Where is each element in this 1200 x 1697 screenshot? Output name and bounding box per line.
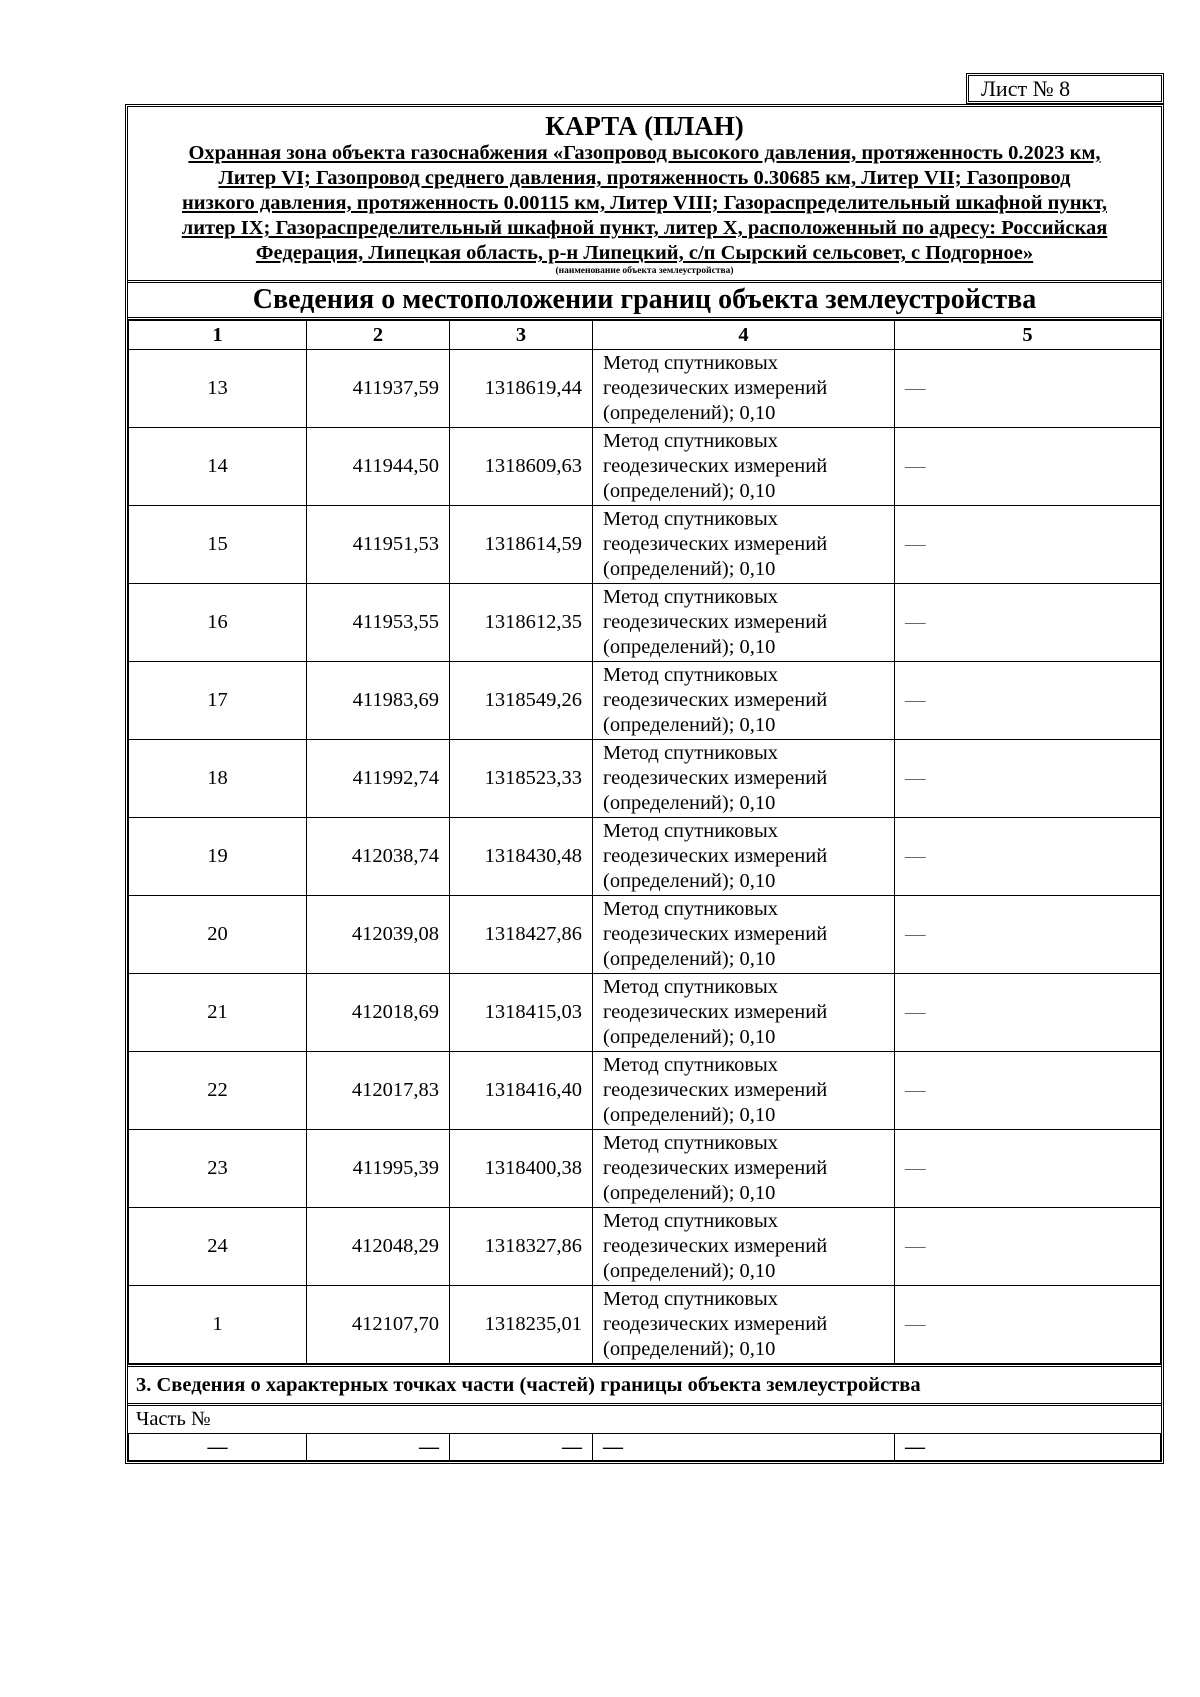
y-coordinate-cell: 1318415,03 xyxy=(450,974,593,1052)
empty-dash: — xyxy=(905,767,926,789)
table-row xyxy=(129,1286,1161,1364)
method-line: Метод спутниковых xyxy=(603,1210,779,1232)
y-coordinate-cell: 1318235,01 xyxy=(450,1286,593,1364)
method-line: геодезических измерений xyxy=(603,845,828,867)
table-row xyxy=(129,662,1161,740)
y-coordinate-cell: 1318327,86 xyxy=(450,1208,593,1286)
y-coordinate-cell: 1318430,48 xyxy=(450,818,593,896)
method-line: геодезических измерений xyxy=(603,1313,828,1335)
empty-dash: — xyxy=(905,611,926,633)
method-cell xyxy=(593,1130,895,1208)
point-number-cell: 20 xyxy=(129,896,307,974)
x-coordinate-cell: 412048,29 xyxy=(307,1208,450,1286)
x-coordinate-cell: 411951,53 xyxy=(307,506,450,584)
method-cell xyxy=(593,818,895,896)
point-number-cell: 13 xyxy=(129,350,307,428)
method-cell xyxy=(593,350,895,428)
method-line: (определений); 0,10 xyxy=(603,714,776,736)
method-line: (определений); 0,10 xyxy=(603,558,776,580)
empty-dash: — xyxy=(905,455,926,477)
column-header: 5 xyxy=(895,321,1161,350)
x-coordinate-cell: 412107,70 xyxy=(307,1286,450,1364)
x-coordinate-cell: 411995,39 xyxy=(307,1130,450,1208)
x-coordinate-cell: 411953,55 xyxy=(307,584,450,662)
section-title: Сведения о местоположении границ объекта землеустройства xyxy=(128,283,1161,320)
method-line: геодезических измерений xyxy=(603,923,828,945)
method-cell xyxy=(593,1286,895,1364)
method-cell xyxy=(593,662,895,740)
object-description-line: Охранная зона объекта газоснабжения «Газопровод высокого давления, протяженность 0.2023 км, xyxy=(188,142,1101,164)
x-coordinate-cell: 411992,74 xyxy=(307,740,450,818)
part-cell: — xyxy=(895,1434,1161,1461)
method-line: геодезических измерений xyxy=(603,533,828,555)
method-line: Метод спутниковых xyxy=(603,1288,779,1310)
part-number-label: Часть № xyxy=(128,1406,1161,1434)
method-cell xyxy=(593,896,895,974)
description-cell xyxy=(895,896,1161,974)
object-description-line: низкого давления, протяженность 0.00115 км, Литер VIII; Газораспределительный шкафной пункт, xyxy=(182,192,1107,214)
part-section-title: 3. Сведения о характерных точках части (частей) границы объекта землеустройства xyxy=(128,1364,1161,1406)
description-cell xyxy=(895,1286,1161,1364)
method-line: (определений); 0,10 xyxy=(603,1182,776,1204)
description-cell xyxy=(895,428,1161,506)
description-cell xyxy=(895,350,1161,428)
method-line: геодезических измерений xyxy=(603,1157,828,1179)
method-cell xyxy=(593,974,895,1052)
point-number-cell: 19 xyxy=(129,818,307,896)
x-coordinate-cell: 412018,69 xyxy=(307,974,450,1052)
y-coordinate-cell: 1318549,26 xyxy=(450,662,593,740)
column-header-row xyxy=(129,321,1161,350)
method-line: Метод спутниковых xyxy=(603,664,779,686)
method-line: (определений); 0,10 xyxy=(603,636,776,658)
table-row xyxy=(129,818,1161,896)
table-row xyxy=(129,506,1161,584)
part-table xyxy=(128,1434,1161,1461)
column-header: 4 xyxy=(593,321,895,350)
y-coordinate-cell: 1318400,38 xyxy=(450,1130,593,1208)
point-number-cell: 14 xyxy=(129,428,307,506)
sheet-number: Лист № 8 xyxy=(966,73,1164,104)
method-line: (определений); 0,10 xyxy=(603,480,776,502)
method-line: (определений); 0,10 xyxy=(603,1260,776,1282)
table-row xyxy=(129,1052,1161,1130)
point-number-cell: 21 xyxy=(129,974,307,1052)
point-number-cell: 15 xyxy=(129,506,307,584)
x-coordinate-cell: 411937,59 xyxy=(307,350,450,428)
y-coordinate-cell: 1318612,35 xyxy=(450,584,593,662)
empty-dash: — xyxy=(905,1157,926,1179)
empty-dash: — xyxy=(905,1001,926,1023)
method-line: (определений); 0,10 xyxy=(603,870,776,892)
method-line: геодезических измерений xyxy=(603,1079,828,1101)
y-coordinate-cell: 1318619,44 xyxy=(450,350,593,428)
point-number-cell: 22 xyxy=(129,1052,307,1130)
object-description-line: литер IX; Газораспределительный шкафной пункт, литер X, расположенный по адресу: Российская xyxy=(181,217,1108,239)
description-cell xyxy=(895,662,1161,740)
y-coordinate-cell: 1318427,86 xyxy=(450,896,593,974)
table-row xyxy=(129,428,1161,506)
document-title: КАРТА (ПЛАН) xyxy=(545,111,744,141)
empty-dash: — xyxy=(905,377,926,399)
point-number-cell: 16 xyxy=(129,584,307,662)
description-cell xyxy=(895,1208,1161,1286)
table-row xyxy=(129,350,1161,428)
column-header: 2 xyxy=(307,321,450,350)
description-cell xyxy=(895,584,1161,662)
empty-dash: — xyxy=(905,1079,926,1101)
method-cell xyxy=(593,584,895,662)
method-line: (определений); 0,10 xyxy=(603,1338,776,1360)
table-row xyxy=(129,1208,1161,1286)
method-line: (определений); 0,10 xyxy=(603,792,776,814)
x-coordinate-cell: 412039,08 xyxy=(307,896,450,974)
point-number-cell: 1 xyxy=(129,1286,307,1364)
method-line: Метод спутниковых xyxy=(603,1132,779,1154)
column-header: 3 xyxy=(450,321,593,350)
coordinates-table xyxy=(128,320,1161,1364)
y-coordinate-cell: 1318523,33 xyxy=(450,740,593,818)
object-caption: (наименование объекта землеустройства) xyxy=(555,266,734,276)
empty-dash: — xyxy=(905,1235,926,1257)
table-row xyxy=(129,740,1161,818)
method-line: Метод спутниковых xyxy=(603,742,779,764)
method-line: геодезических измерений xyxy=(603,377,828,399)
method-line: Метод спутниковых xyxy=(603,820,779,842)
y-coordinate-cell: 1318614,59 xyxy=(450,506,593,584)
table-row xyxy=(129,584,1161,662)
method-line: (определений); 0,10 xyxy=(603,1026,776,1048)
empty-dash: — xyxy=(905,845,926,867)
method-line: Метод спутниковых xyxy=(603,898,779,920)
method-line: геодезических измерений xyxy=(603,689,828,711)
method-cell xyxy=(593,1208,895,1286)
empty-dash: — xyxy=(905,689,926,711)
empty-dash: — xyxy=(905,1313,926,1335)
method-line: (определений); 0,10 xyxy=(603,402,776,424)
object-description-line: Федерация, Липецкая область, р-н Липецкий, с/п Сырский сельсовет, с Подгорное» xyxy=(255,242,1034,264)
description-cell xyxy=(895,974,1161,1052)
part-cell: — xyxy=(307,1434,450,1461)
method-cell xyxy=(593,1052,895,1130)
method-line: (определений); 0,10 xyxy=(603,948,776,970)
part-cell: — xyxy=(450,1434,593,1461)
empty-dash: — xyxy=(905,923,926,945)
part-row xyxy=(129,1434,1161,1461)
empty-dash: — xyxy=(905,533,926,555)
method-line: геодезических измерений xyxy=(603,455,828,477)
y-coordinate-cell: 1318416,40 xyxy=(450,1052,593,1130)
part-cell: — xyxy=(129,1434,307,1461)
method-line: Метод спутниковых xyxy=(603,352,779,374)
point-number-cell: 23 xyxy=(129,1130,307,1208)
table-row xyxy=(129,974,1161,1052)
method-line: Метод спутниковых xyxy=(603,508,779,530)
table-row xyxy=(129,1130,1161,1208)
method-line: Метод спутниковых xyxy=(603,586,779,608)
x-coordinate-cell: 411944,50 xyxy=(307,428,450,506)
y-coordinate-cell: 1318609,63 xyxy=(450,428,593,506)
x-coordinate-cell: 411983,69 xyxy=(307,662,450,740)
method-line: Метод спутниковых xyxy=(603,430,779,452)
method-line: (определений); 0,10 xyxy=(603,1104,776,1126)
point-number-cell: 17 xyxy=(129,662,307,740)
method-line: Метод спутниковых xyxy=(603,976,779,998)
method-line: геодезических измерений xyxy=(603,767,828,789)
method-cell xyxy=(593,740,895,818)
x-coordinate-cell: 412017,83 xyxy=(307,1052,450,1130)
method-cell xyxy=(593,428,895,506)
description-cell xyxy=(895,740,1161,818)
method-line: геодезических измерений xyxy=(603,611,828,633)
part-cell: — xyxy=(593,1434,895,1461)
description-cell xyxy=(895,1130,1161,1208)
document-frame xyxy=(125,104,1164,1464)
point-number-cell: 18 xyxy=(129,740,307,818)
object-description xyxy=(136,141,1153,266)
x-coordinate-cell: 412038,74 xyxy=(307,818,450,896)
method-line: геодезических измерений xyxy=(603,1235,828,1257)
point-number-cell: 24 xyxy=(129,1208,307,1286)
description-cell xyxy=(895,818,1161,896)
description-cell xyxy=(895,506,1161,584)
method-cell xyxy=(593,506,895,584)
description-cell xyxy=(895,1052,1161,1130)
column-header: 1 xyxy=(129,321,307,350)
method-line: Метод спутниковых xyxy=(603,1054,779,1076)
table-row xyxy=(129,896,1161,974)
method-line: геодезических измерений xyxy=(603,1001,828,1023)
object-description-line: Литер VI; Газопровод среднего давления, протяженность 0.30685 км, Литер VII; Газопровод xyxy=(218,167,1071,189)
map-header xyxy=(128,107,1161,283)
